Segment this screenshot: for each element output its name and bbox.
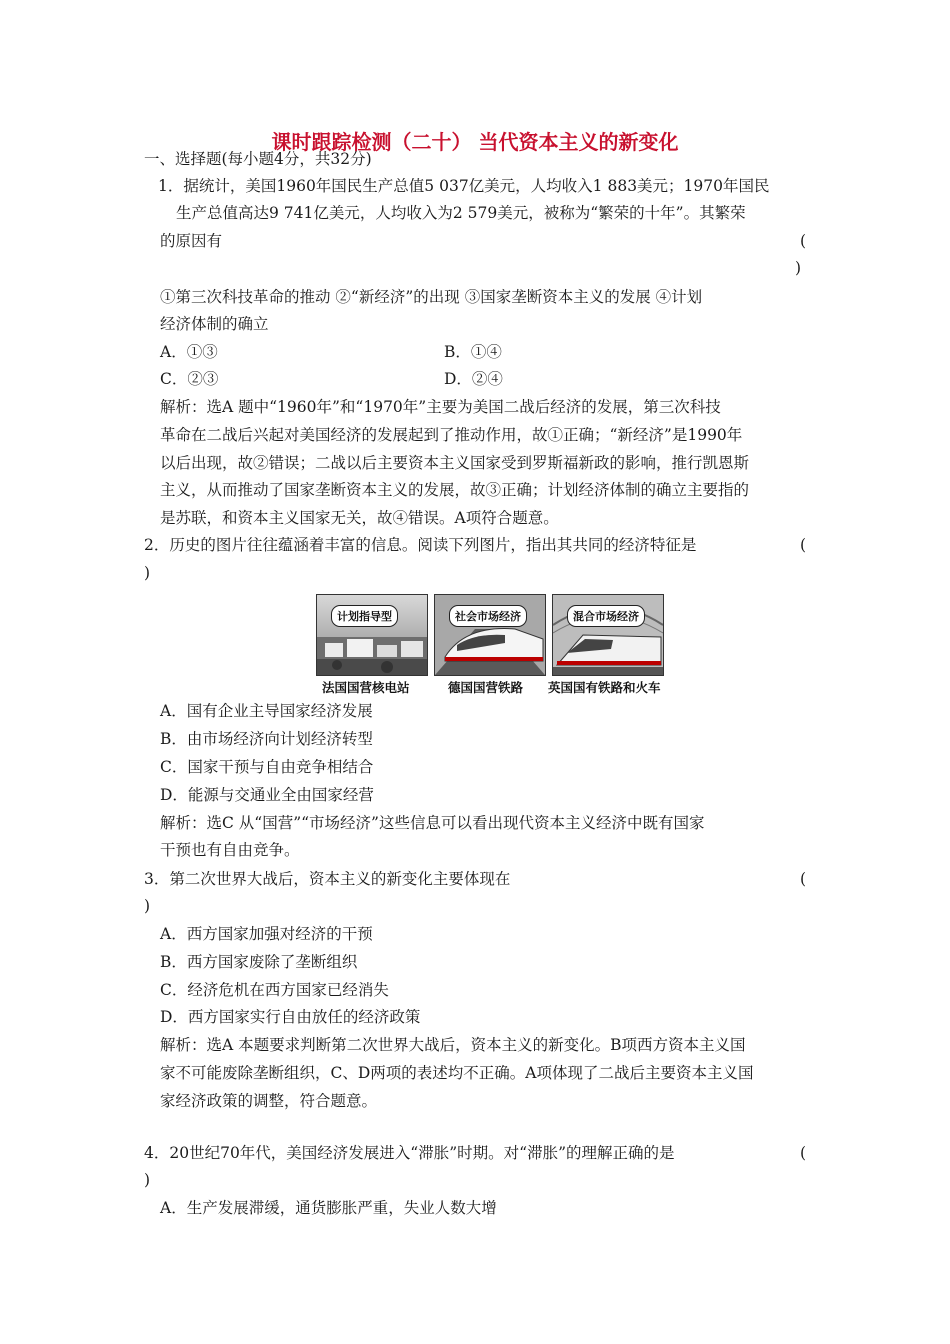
q4-stem: 4．20世纪70年代，美国经济发展进入“滞胀”时期。对“滞胀”的理解正确的是	[144, 1144, 675, 1162]
q3-answer-paren-close: )	[144, 897, 151, 915]
q2-figure	[312, 594, 672, 696]
caption-german-railway: 德国国营铁路	[448, 680, 524, 695]
q1-analysis-line-4: 主义，从而推动了国家垄断资本主义的发展，故③正确；计划经济体制的确立主要指的	[160, 481, 750, 499]
q2-stem: 2．历史的图片往往蕴涵着丰富的信息。阅读下列图片，指出其共同的经济特征是	[144, 536, 697, 554]
q3-option-b: B．西方国家废除了垄断组织	[160, 953, 358, 971]
tag-planned-guidance: 计划指导型	[331, 605, 398, 627]
q2-option-a: A．国有企业主导国家经济发展	[160, 702, 373, 720]
q1-items-line-1: ①第三次科技革命的推动 ②“新经济”的出现 ③国家垄断资本主义的发展 ④计划	[160, 288, 703, 306]
q2-option-c: C．国家干预与自由竞争相结合	[160, 758, 374, 776]
caption-british-railway: 英国国有铁路和火车	[548, 680, 661, 695]
q2-analysis-line-1: 解析：选C 从“国营”“市场经济”这些信息可以看出现代资本主义经济中既有国家	[160, 814, 705, 832]
q1-option-a: A．①③	[160, 343, 218, 361]
q3-option-d: D．西方国家实行自由放任的经济政策	[160, 1008, 421, 1026]
q4-answer-paren-close: )	[144, 1171, 151, 1189]
q1-items-line-2: 经济体制的确立	[160, 315, 269, 333]
q2-answer-paren-open: (	[800, 536, 807, 554]
q1-analysis-line-5: 是苏联，和资本主义国家无关，故④错误。A项符合题意。	[160, 509, 559, 527]
q1-answer-paren-close: )	[795, 259, 802, 277]
q4-option-a: A．生产发展滞缓，通货膨胀严重，失业人数大增	[160, 1199, 497, 1217]
q3-analysis-line-2: 家不可能废除垄断组织，C、D两项的表述均不正确。A项体现了二战后主要资本主义国	[160, 1064, 754, 1082]
caption-french-nuclear-plant: 法国国营核电站	[322, 680, 410, 695]
q2-answer-paren-close: )	[144, 564, 151, 582]
q3-option-c: C．经济危机在西方国家已经消失	[160, 981, 389, 999]
q3-analysis-line-1: 解析：选A 本题要求判断第二次世界大战后，资本主义的新变化。B项西方资本主义国	[160, 1036, 746, 1054]
q3-stem: 3．第二次世界大战后，资本主义的新变化主要体现在	[144, 870, 511, 888]
q1-stem-line-3: 的原因有	[160, 232, 223, 250]
q1-analysis-line-3: 以后出现，故②错误；二战以后主要资本主义国家受到罗斯福新政的影响，推行凯恩斯	[160, 454, 750, 472]
q1-stem-line-1: 1．据统计，美国1960年国民生产总值5 037亿美元，人均收入1 883美元；1970年国民	[158, 177, 770, 195]
q2-option-b: B．由市场经济向计划经济转型	[160, 730, 373, 748]
section-heading: 一、选择题(每小题4分，共32分)	[144, 150, 372, 168]
q3-analysis-line-3: 家经济政策的调整，符合题意。	[160, 1092, 378, 1110]
q1-stem-line-2: 生产总值高达9 741亿美元，人均收入为2 579美元，被称为“繁荣的十年”。其繁荣	[176, 204, 746, 222]
q2-option-d: D．能源与交通业全由国家经营	[160, 786, 374, 804]
q1-analysis-line-2: 革命在二战后兴起对美国经济的发展起到了推动作用，故①正确；“新经济”是1990年	[160, 426, 743, 444]
photo-german-railway	[434, 594, 546, 676]
page-title: 课时跟踪检测（二十） 当代资本主义的新变化	[271, 130, 679, 154]
q1-option-b: B．①④	[444, 343, 502, 361]
q1-analysis-line-1: 解析：选A 题中“1960年”和“1970年”主要为美国二战后经济的发展，第三次科技	[160, 398, 721, 416]
q1-answer-paren-open: (	[800, 232, 807, 250]
q4-answer-paren-open: (	[800, 1144, 807, 1162]
q3-option-a: A．西方国家加强对经济的干预	[160, 925, 373, 943]
photo-nuclear-plant	[316, 594, 428, 676]
tag-social-market-economy: 社会市场经济	[449, 605, 527, 627]
q3-answer-paren-open: (	[800, 870, 807, 888]
photo-british-railway	[552, 594, 664, 676]
q1-option-d: D．②④	[444, 370, 503, 388]
tag-mixed-market-economy: 混合市场经济	[567, 605, 645, 627]
q2-analysis-line-2: 干预也有自由竞争。	[160, 841, 300, 859]
q1-option-c: C．②③	[160, 370, 219, 388]
